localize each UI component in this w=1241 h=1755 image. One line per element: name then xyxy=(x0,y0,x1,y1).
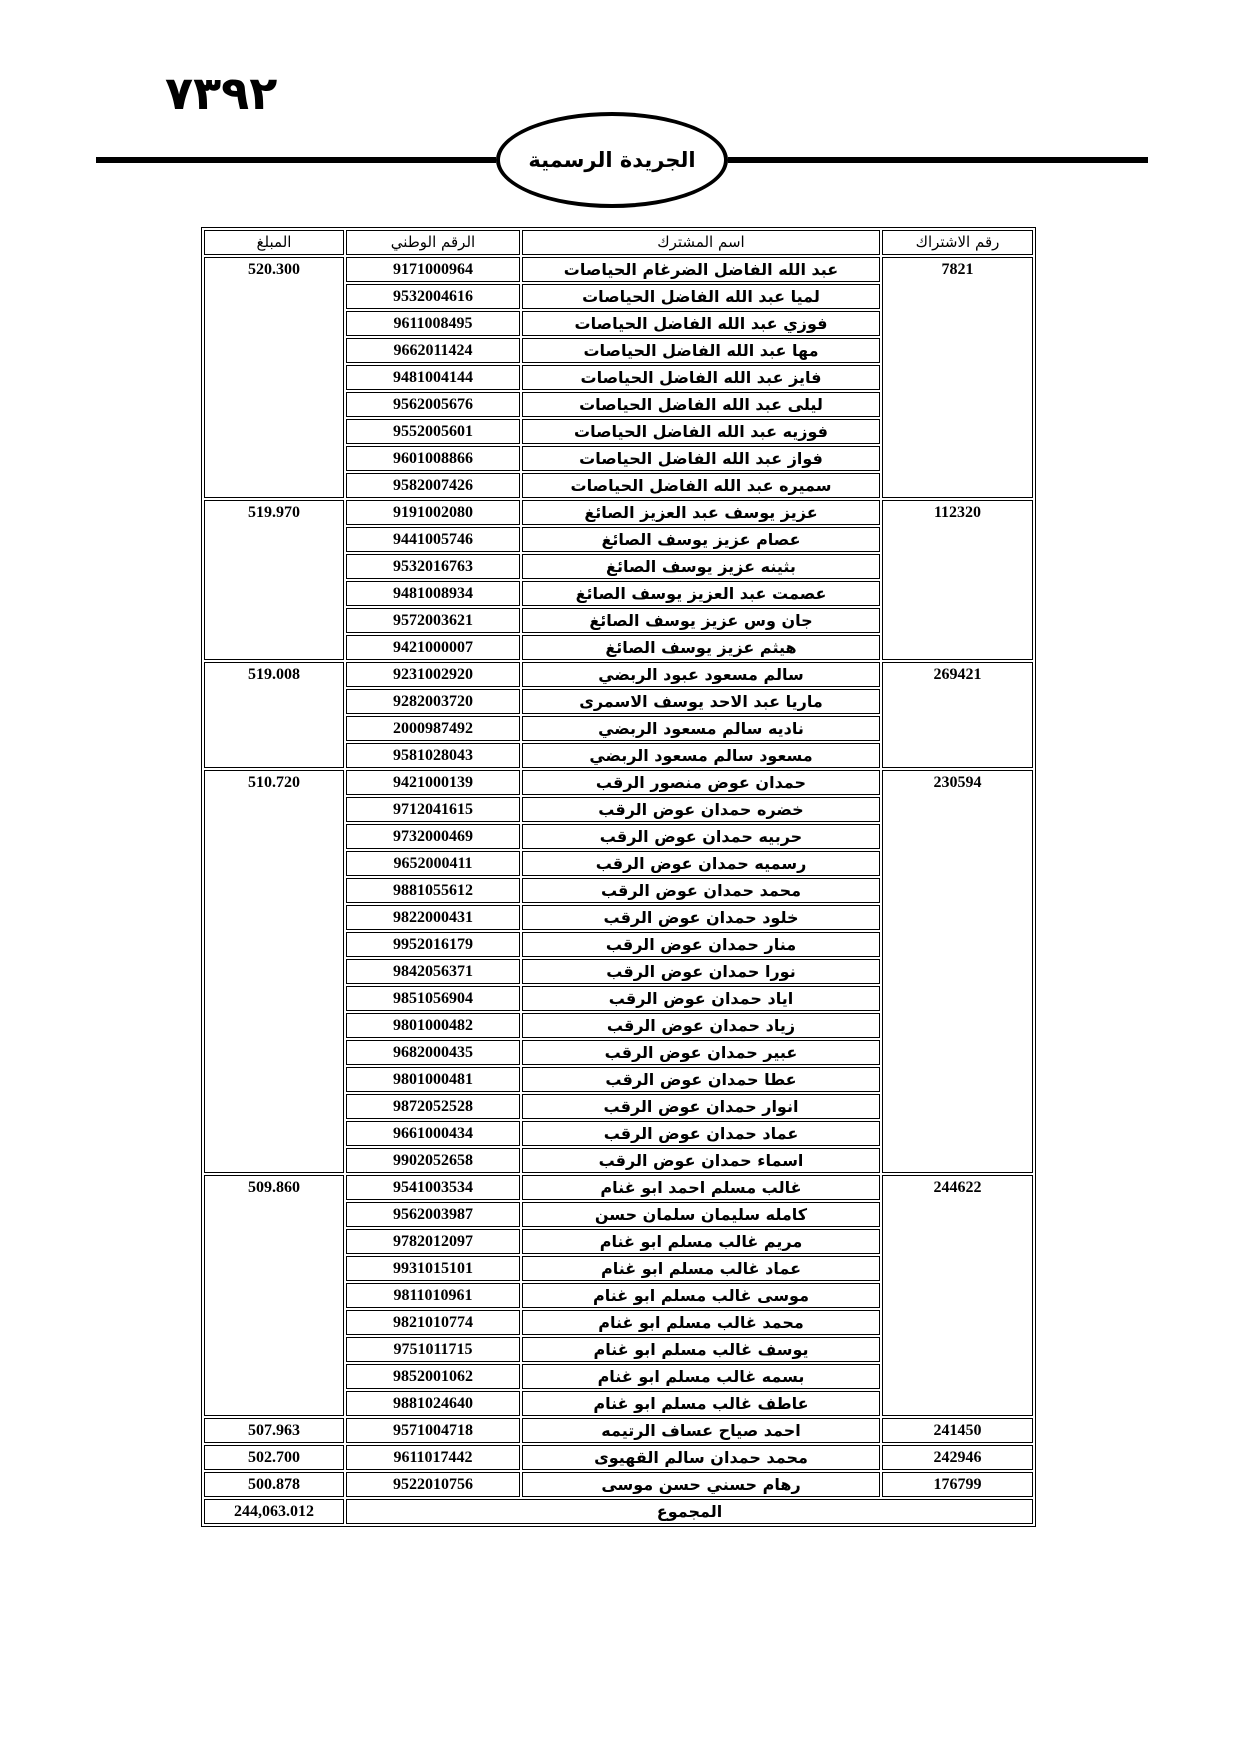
total-amount: 244,063.012 xyxy=(204,1499,344,1524)
subscriber-name-cell: مها عبد الله الفاضل الحياصات xyxy=(522,338,880,363)
subscriber-name-cell: خضره حمدان عوض الرقب xyxy=(522,797,880,822)
subscription-number: 244622 xyxy=(882,1175,1033,1416)
header-rule-left xyxy=(96,157,496,163)
national-id-cell: 9171000964 xyxy=(346,257,520,282)
subscribers-table xyxy=(201,227,1036,1527)
column-header-amount: المبلغ xyxy=(204,230,344,255)
subscriber-name-cell: فوزي عبد الله الفاضل الحياصات xyxy=(522,311,880,336)
subscriber-name-cell: محمد حمدان عوض الرقب xyxy=(522,878,880,903)
subscriber-name-cell: بثينه عزيز يوسف الصائغ xyxy=(522,554,880,579)
subscriber-name-cell: لميا عبد الله الفاضل الحياصات xyxy=(522,284,880,309)
national-id-cell: 9732000469 xyxy=(346,824,520,849)
column-header-subscriber-name: اسم المشترك xyxy=(522,230,880,255)
national-id-cell: 9532016763 xyxy=(346,554,520,579)
subscriber-name-cell: عطا حمدان عوض الرقب xyxy=(522,1067,880,1092)
table-row xyxy=(204,1175,1033,1200)
national-id-cell: 9572003621 xyxy=(346,608,520,633)
subscriber-name-cell: عماد غالب مسلم ابو غنام xyxy=(522,1256,880,1281)
subscriber-name-cell: عبد الله الفاضل الضرغام الحياصات xyxy=(522,257,880,282)
national-id-cell: 9441005746 xyxy=(346,527,520,552)
national-id-cell: 9562003987 xyxy=(346,1202,520,1227)
national-id-cell: 9801000482 xyxy=(346,1013,520,1038)
national-id-cell: 9231002920 xyxy=(346,662,520,687)
national-id-cell: 9532004616 xyxy=(346,284,520,309)
group-amount: 520.300 xyxy=(204,257,344,498)
national-id-cell: 9481008934 xyxy=(346,581,520,606)
national-id-cell: 9582007426 xyxy=(346,473,520,498)
national-id-cell: 9822000431 xyxy=(346,905,520,930)
subscriber-name-cell: رهام حسني حسن موسى xyxy=(522,1472,880,1497)
table-row xyxy=(204,257,1033,282)
table-row xyxy=(204,770,1033,795)
national-id-cell: 9421000139 xyxy=(346,770,520,795)
subscription-number: 230594 xyxy=(882,770,1033,1173)
national-id-cell: 9581028043 xyxy=(346,743,520,768)
column-header-national-id: الرقم الوطني xyxy=(346,230,520,255)
subscription-number: 241450 xyxy=(882,1418,1033,1443)
national-id-cell: 9571004718 xyxy=(346,1418,520,1443)
subscriber-name-cell: حربيه حمدان عوض الرقب xyxy=(522,824,880,849)
total-label: المجموع xyxy=(346,1499,1033,1524)
table-row xyxy=(204,1445,1033,1470)
national-id-cell: 9872052528 xyxy=(346,1094,520,1119)
national-id-cell: 9881024640 xyxy=(346,1391,520,1416)
national-id-cell: 9191002080 xyxy=(346,500,520,525)
national-id-cell: 9652000411 xyxy=(346,851,520,876)
subscriber-name-cell: اسماء حمدان عوض الرقب xyxy=(522,1148,880,1173)
header-title: الجريدة الرسمية xyxy=(528,148,696,172)
subscriber-name-cell: فوزيه عبد الله الفاضل الحياصات xyxy=(522,419,880,444)
page-number: ٧٣٩٢ xyxy=(165,66,278,120)
subscriber-name-cell: عصمت عبد العزيز يوسف الصائغ xyxy=(522,581,880,606)
group-amount: 509.860 xyxy=(204,1175,344,1416)
subscription-number: 269421 xyxy=(882,662,1033,768)
national-id-cell: 9842056371 xyxy=(346,959,520,984)
table-row xyxy=(204,1472,1033,1497)
national-id-cell: 9811010961 xyxy=(346,1283,520,1308)
subscriber-name-cell: ليلى عبد الله الفاضل الحياصات xyxy=(522,392,880,417)
table-row xyxy=(204,1418,1033,1443)
table-body xyxy=(204,257,1033,1497)
subscriber-name-cell: ناديه سالم مسعود الربضي xyxy=(522,716,880,741)
subscriber-name-cell: عزيز يوسف عبد العزيز الصائغ xyxy=(522,500,880,525)
national-id-cell: 9611017442 xyxy=(346,1445,520,1470)
subscriber-name-cell: عاطف غالب مسلم ابو غنام xyxy=(522,1391,880,1416)
subscriber-name-cell: خلود حمدان عوض الرقب xyxy=(522,905,880,930)
subscription-number: 7821 xyxy=(882,257,1033,498)
subscriber-name-cell: محمد حمدان سالم القهيوى xyxy=(522,1445,880,1470)
group-amount: 519.008 xyxy=(204,662,344,768)
header-oval xyxy=(496,112,728,208)
national-id-cell: 9282003720 xyxy=(346,689,520,714)
subscriber-name-cell: جان وس عزيز يوسف الصائغ xyxy=(522,608,880,633)
subscriber-name-cell: نورا حمدان عوض الرقب xyxy=(522,959,880,984)
national-id-cell: 9421000007 xyxy=(346,635,520,660)
national-id-cell: 9552005601 xyxy=(346,419,520,444)
subscriber-name-cell: هيثم عزيز يوسف الصائغ xyxy=(522,635,880,660)
national-id-cell: 9931015101 xyxy=(346,1256,520,1281)
subscriber-name-cell: احمد صياح عساف الرتيمه xyxy=(522,1418,880,1443)
subscriber-name-cell: مريم غالب مسلم ابو غنام xyxy=(522,1229,880,1254)
group-amount: 500.878 xyxy=(204,1472,344,1497)
national-id-cell: 9601008866 xyxy=(346,446,520,471)
subscriber-name-cell: مسعود سالم مسعود الربضي xyxy=(522,743,880,768)
group-amount: 519.970 xyxy=(204,500,344,660)
subscriber-name-cell: عماد حمدان عوض الرقب xyxy=(522,1121,880,1146)
group-amount: 510.720 xyxy=(204,770,344,1173)
subscription-number: 242946 xyxy=(882,1445,1033,1470)
subscriber-name-cell: عبير حمدان عوض الرقب xyxy=(522,1040,880,1065)
national-id-cell: 9952016179 xyxy=(346,932,520,957)
subscriber-name-cell: سالم مسعود عبود الربضي xyxy=(522,662,880,687)
national-id-cell: 9801000481 xyxy=(346,1067,520,1092)
subscriber-name-cell: رسميه حمدان عوض الرقب xyxy=(522,851,880,876)
subscriber-name-cell: موسى غالب مسلم ابو غنام xyxy=(522,1283,880,1308)
subscriber-name-cell: زياد حمدان عوض الرقب xyxy=(522,1013,880,1038)
national-id-cell: 9852001062 xyxy=(346,1364,520,1389)
subscription-number: 112320 xyxy=(882,500,1033,660)
subscriber-name-cell: منار حمدان عوض الرقب xyxy=(522,932,880,957)
national-id-cell: 2000987492 xyxy=(346,716,520,741)
national-id-cell: 9562005676 xyxy=(346,392,520,417)
national-id-cell: 9682000435 xyxy=(346,1040,520,1065)
group-amount: 507.963 xyxy=(204,1418,344,1443)
subscriber-name-cell: انوار حمدان عوض الرقب xyxy=(522,1094,880,1119)
subscriber-name-cell: غالب مسلم احمد ابو غنام xyxy=(522,1175,880,1200)
subscription-number: 176799 xyxy=(882,1472,1033,1497)
national-id-cell: 9541003534 xyxy=(346,1175,520,1200)
table-row xyxy=(204,500,1033,525)
national-id-cell: 9902052658 xyxy=(346,1148,520,1173)
national-id-cell: 9662011424 xyxy=(346,338,520,363)
subscriber-name-cell: بسمه غالب مسلم ابو غنام xyxy=(522,1364,880,1389)
subscriber-name-cell: كامله سليمان سلمان حسن xyxy=(522,1202,880,1227)
subscriber-name-cell: يوسف غالب مسلم ابو غنام xyxy=(522,1337,880,1362)
subscriber-name-cell: ماريا عبد الاحد يوسف الاسمرى xyxy=(522,689,880,714)
national-id-cell: 9522010756 xyxy=(346,1472,520,1497)
header-rule-right xyxy=(728,157,1148,163)
national-id-cell: 9782012097 xyxy=(346,1229,520,1254)
table-header-row xyxy=(204,230,1033,255)
national-id-cell: 9712041615 xyxy=(346,797,520,822)
group-amount: 502.700 xyxy=(204,1445,344,1470)
column-header-subscription-no: رقم الاشتراك xyxy=(882,230,1033,255)
table-row xyxy=(204,662,1033,687)
total-row xyxy=(204,1499,1033,1524)
national-id-cell: 9661000434 xyxy=(346,1121,520,1146)
national-id-cell: 9481004144 xyxy=(346,365,520,390)
subscriber-name-cell: فايز عبد الله الفاضل الحياصات xyxy=(522,365,880,390)
national-id-cell: 9821010774 xyxy=(346,1310,520,1335)
national-id-cell: 9611008495 xyxy=(346,311,520,336)
subscriber-name-cell: اياد حمدان عوض الرقب xyxy=(522,986,880,1011)
national-id-cell: 9751011715 xyxy=(346,1337,520,1362)
subscriber-name-cell: حمدان عوض منصور الرقب xyxy=(522,770,880,795)
subscriber-name-cell: عصام عزيز يوسف الصائغ xyxy=(522,527,880,552)
national-id-cell: 9851056904 xyxy=(346,986,520,1011)
national-id-cell: 9881055612 xyxy=(346,878,520,903)
subscriber-name-cell: فواز عبد الله الفاضل الحياصات xyxy=(522,446,880,471)
subscriber-name-cell: محمد غالب مسلم ابو غنام xyxy=(522,1310,880,1335)
subscriber-name-cell: سميره عبد الله الفاضل الحياصات xyxy=(522,473,880,498)
